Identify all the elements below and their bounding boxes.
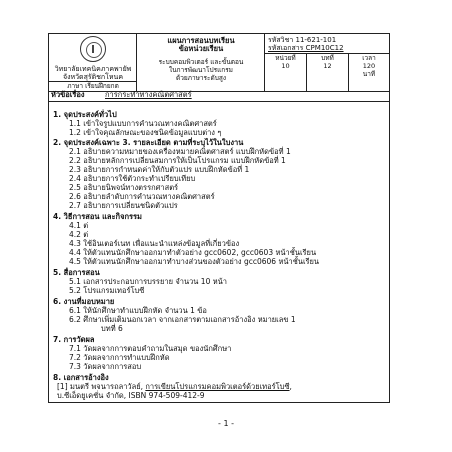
list-item: 2.4 อธิบายการใช้ตัวกระทำเปรียบเทียบ bbox=[69, 174, 196, 183]
section-heading: 2. จุดประสงค์เฉพาะ 3. รายละเอียด ตามที่ระบุไว้ในใบงาน bbox=[53, 138, 244, 147]
reference-title: การเขียนโปรแกรมคอมพิวเตอร์ด้วยเทอร์โบซี bbox=[145, 382, 290, 391]
list-item: 5.1 เอกสารประกอบการบรรยาย จำนวน 10 หน้า bbox=[69, 277, 228, 286]
list-item: 6.2 ศึกษาเพิ่มเติมนอกเวลา จากเอกสารตามเอกสารอ้างอิง หมายเลข 1 bbox=[69, 315, 296, 324]
list-item: 5.2 โปรแกรมเทอร์โบซี bbox=[69, 286, 145, 295]
list-item: 7.3 วัดผลจากการสอบ bbox=[69, 362, 142, 371]
unit-label: หน่วยที่ bbox=[275, 54, 296, 62]
list-item: 7.1 วัดผลจากการตอบคำถามในสมุด ของนักศึกษา bbox=[69, 344, 232, 353]
unit-cell bbox=[265, 54, 307, 92]
header-table bbox=[48, 33, 390, 92]
lesson-body bbox=[48, 102, 390, 403]
reference-publisher: บ.ซีเอ็ดยูเคชั่น จำกัด, ISBN 974-509-412-9 bbox=[57, 391, 205, 400]
list-item: 6.1 ให้นักศึกษาทำแบบฝึกหัด จำนวน 1 ข้อ bbox=[69, 306, 207, 315]
list-item: 1.2 เข้าใจคุณลักษณะของชนิดข้อมูลแบบต่าง ๆ bbox=[69, 128, 222, 137]
reference-author: [1] มนตรี พจนารถลาวัลย์, bbox=[57, 382, 146, 391]
list-item: 4.1 ต่ bbox=[69, 221, 89, 230]
list-item: 2.3 อธิบายการกำหนดค่าให้กับตัวแปร แบบฝึกหัดข้อที่ 1 bbox=[69, 165, 250, 174]
meta-grid bbox=[265, 53, 389, 92]
section-heading: 7. การวัดผล bbox=[53, 335, 95, 344]
topic-value: การกระทำทางคณิตศาสตร์ bbox=[105, 90, 192, 99]
unit-title-line-2: ในการพัฒนาโปรแกรม bbox=[169, 66, 233, 74]
reference-entry bbox=[57, 382, 292, 391]
plan-subtitle: ข้อหน่วยเรียน bbox=[178, 44, 224, 53]
subject-label: ภาษา เรียนฝึกยกต bbox=[49, 81, 137, 92]
list-item: 4.5 ให้ตัวแทนนักศึกษาออกมาทำบางส่วนของตัวอย่าง gcc0606 หน้าชั้นเรียน bbox=[69, 257, 320, 266]
list-item: 4.3 ใช้อินเตอร์เนท เพื่อแนะนำแหล่งข้อมูลที่เกี่ยวข้อง bbox=[69, 239, 240, 248]
list-item: 2.1 อธิบายความหมายของเครื่องหมายคณิตศาสตร์ แบบฝึกหัดข้อที่ 1 bbox=[69, 147, 291, 156]
college-seal-icon bbox=[80, 36, 106, 62]
reference-separator: , bbox=[289, 382, 292, 391]
unit-title-line-1: ระบบคอมพิวเตอร์ และขั้นตอน bbox=[158, 58, 244, 66]
list-item: 4.4 ให้ตัวแทนนักศึกษาออกมาทำตัวอย่าง gcc0602, gcc0603 หน้าชั้นเรียน bbox=[69, 248, 317, 257]
document-code: รหัสเอกสาร CPM10C12 bbox=[268, 44, 344, 52]
list-item: 4.2 ต่ bbox=[69, 230, 89, 239]
lesson-label: บทที่ bbox=[321, 54, 334, 62]
header-title-cell bbox=[137, 34, 265, 91]
unit-title-line-3: ด้วยภาษาระดับสูง bbox=[175, 74, 227, 82]
college-name: วิทยาลัยเทคนิคภาคพายัพ bbox=[54, 65, 132, 73]
time-unit: นาที bbox=[362, 70, 376, 78]
list-item-continuation: บทที่ 6 bbox=[101, 324, 123, 333]
time-label: เวลา bbox=[362, 54, 376, 62]
section-heading: 4. วิธีการสอน และกิจกรรม bbox=[53, 212, 143, 221]
section-heading: 6. งานที่มอบหมาย bbox=[53, 297, 115, 306]
list-item: 2.6 อธิบายลำดับการคำนวณทางคณิตศาสตร์ bbox=[69, 192, 215, 201]
time-cell bbox=[349, 54, 389, 92]
college-province: จังหวัดสุรัติชกโหนค bbox=[62, 73, 124, 81]
topic-label: หัวข้อเรื่อง bbox=[51, 90, 85, 99]
unit-value: 10 bbox=[281, 62, 290, 70]
plan-title: แผนการสอนบทเรียน bbox=[167, 36, 235, 45]
section-heading: 5. สื่อการสอน bbox=[53, 268, 100, 277]
time-value: 120 bbox=[362, 62, 376, 70]
list-item: 7.2 วัดผลจากการทำแบบฝึกหัด bbox=[69, 353, 170, 362]
list-item: 2.7 อธิบายการเปลี่ยนชนิดตัวแปร bbox=[69, 201, 178, 210]
list-item: 1.1 เข้าใจรูปแบบการคำนวณทางคณิตศาสตร์ bbox=[69, 119, 217, 128]
topic-bar bbox=[48, 90, 390, 102]
section-heading: 8. เอกสารอ้างอิง bbox=[53, 373, 109, 382]
list-item: 2.5 อธิบายนิพจน์ทางตรรกศาสตร์ bbox=[69, 183, 179, 192]
list-item: 2.2 อธิบายหลักการเปลี่ยนสมการให้เป็นโปรแกรม แบบฝึกหัดข้อที่ 1 bbox=[69, 156, 286, 165]
header-meta-cell bbox=[265, 34, 389, 91]
header-logo-cell bbox=[49, 34, 137, 91]
section-heading: 1. จุดประสงค์ทั่วไป bbox=[53, 110, 117, 119]
lesson-cell bbox=[307, 54, 349, 92]
course-code: รหัสวิชา 11-621-101 bbox=[268, 36, 337, 44]
page-number: - 1 - bbox=[218, 419, 234, 428]
lesson-value: 12 bbox=[323, 62, 332, 70]
